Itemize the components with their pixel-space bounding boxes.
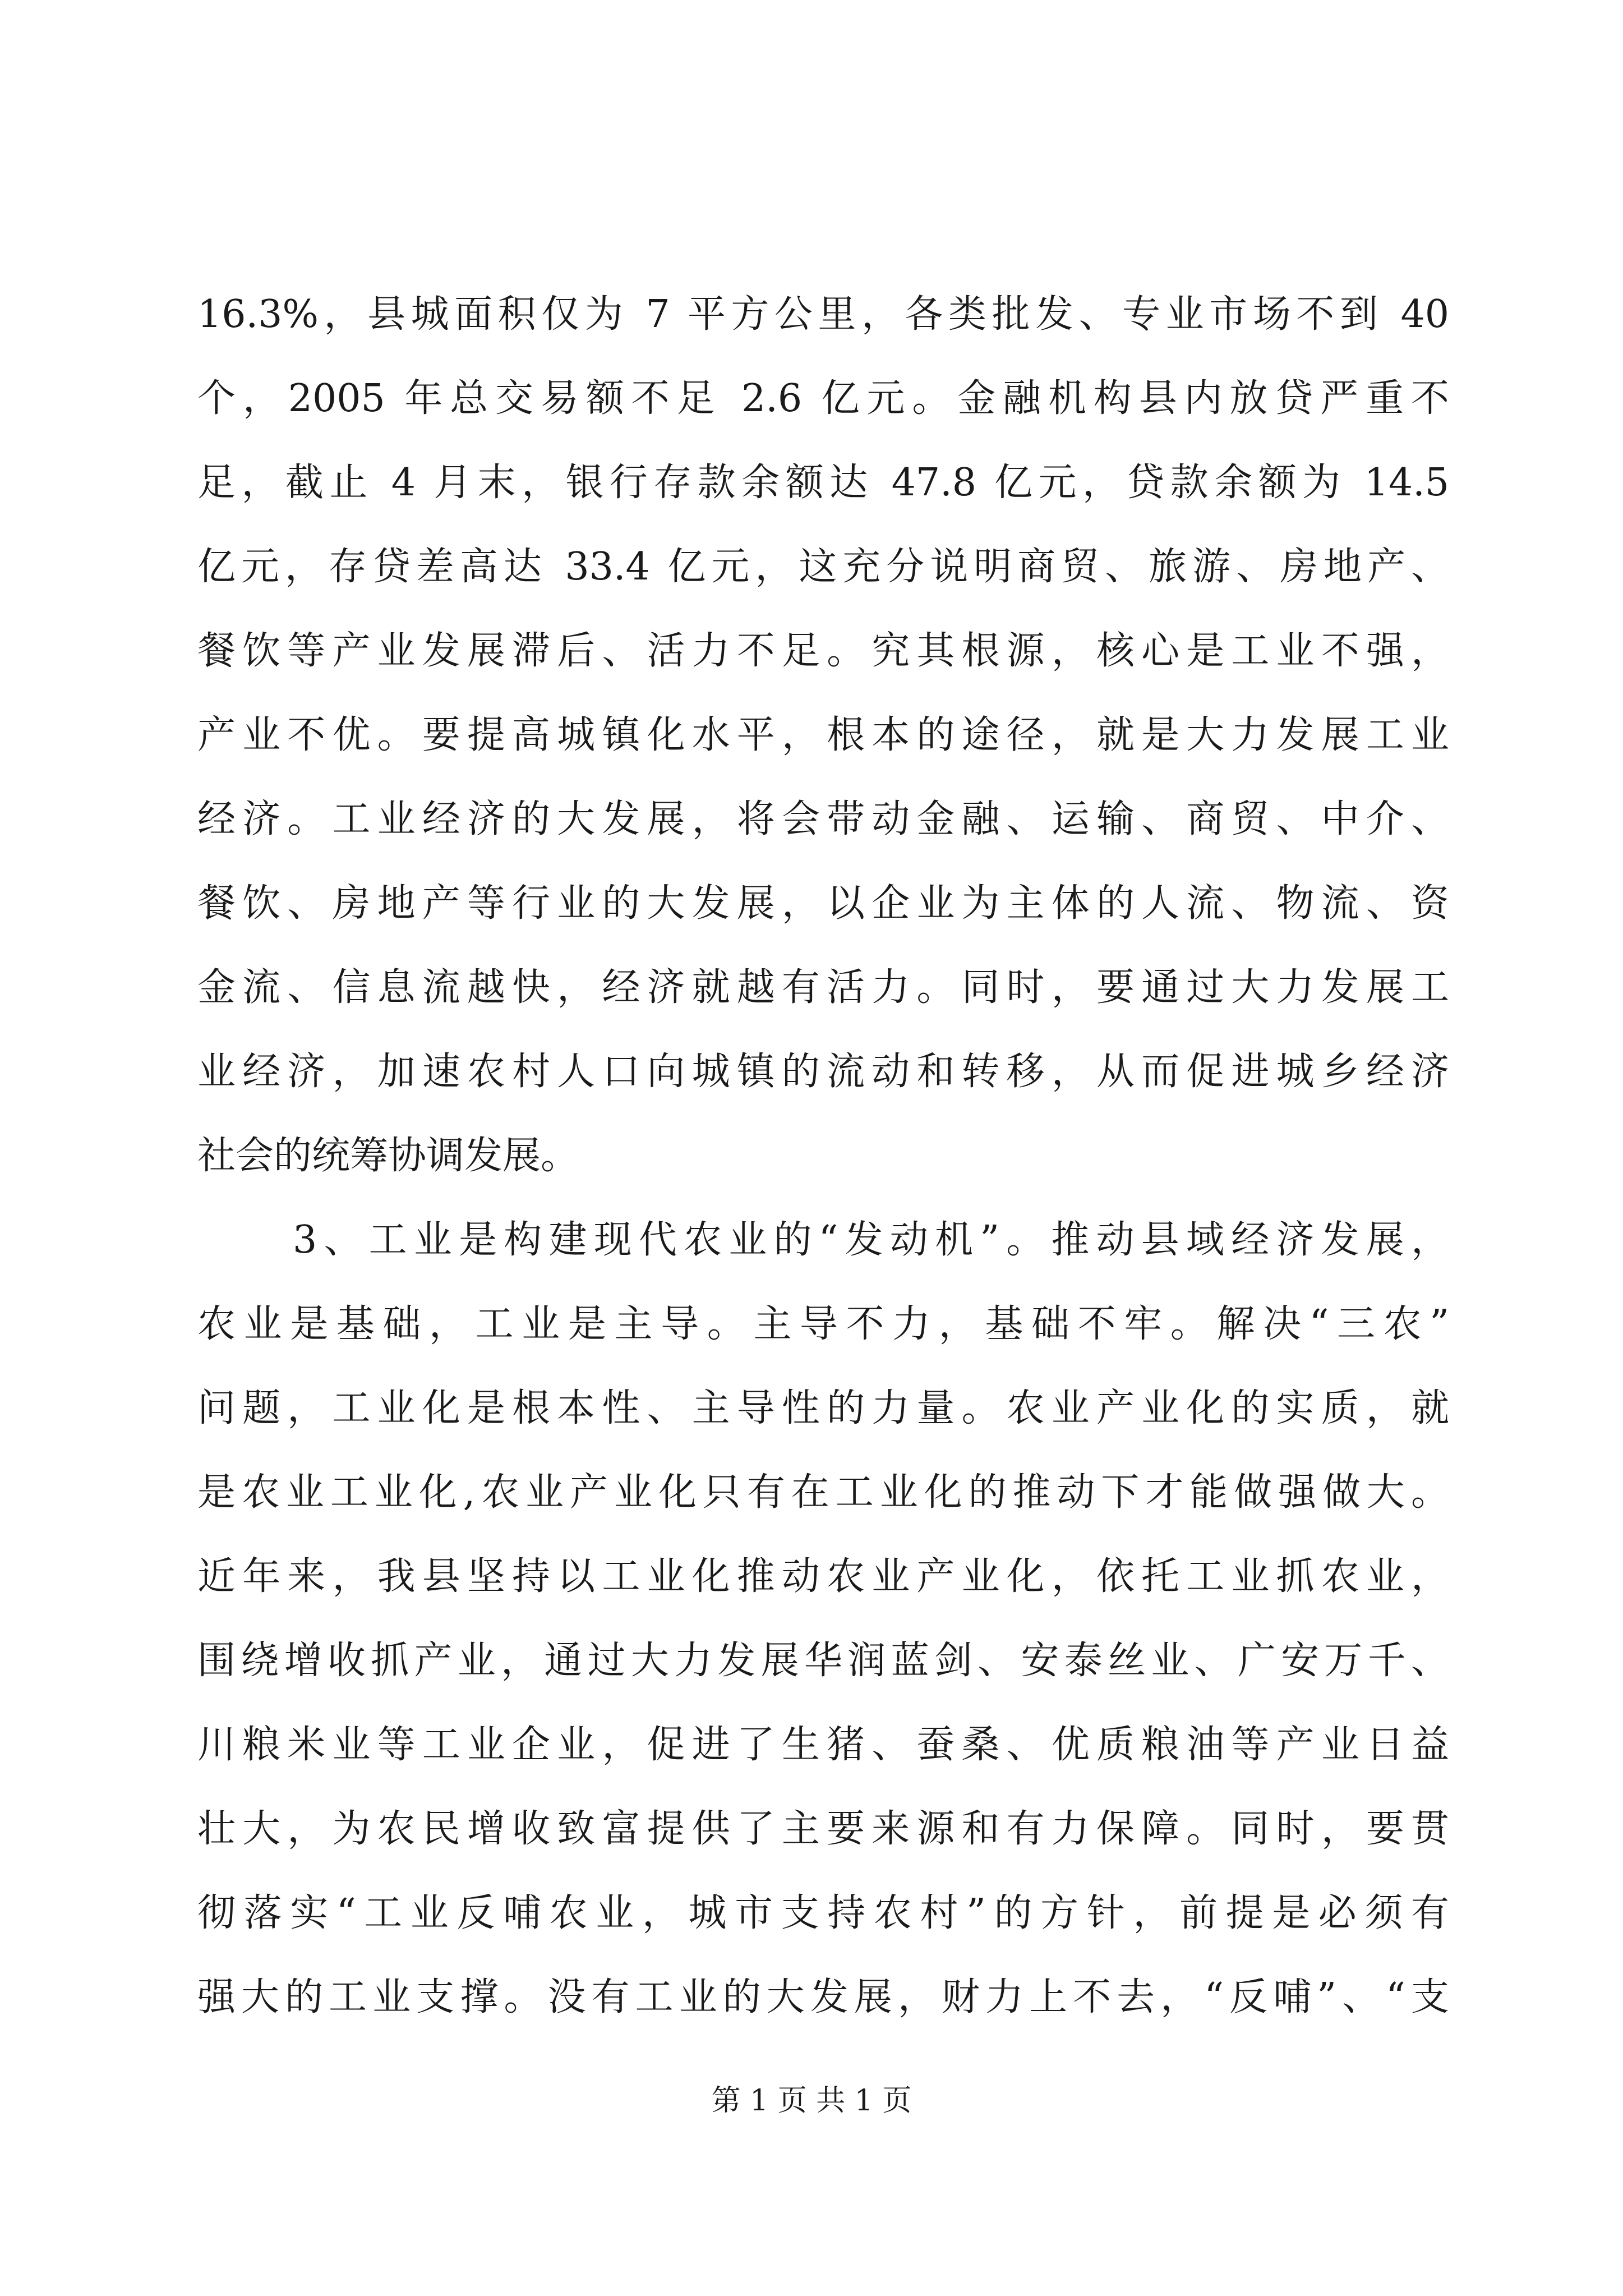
text-line: 16.3%，县城面积仅为 7 平方公里，各类批发、专业市场不到 40 bbox=[197, 292, 1449, 337]
text-line: 川粮米业等工业企业，促进了生猪、蚕桑、优质粮油等产业日益 bbox=[197, 1723, 1449, 1767]
text-line: 强大的工业支撑。没有工业的大发展，财力上不去，“反哺”、“支 bbox=[197, 1975, 1449, 2019]
text-line: 是农业工业化,农业产业化只有在工业化的推动下才能做强做大。 bbox=[197, 1470, 1449, 1515]
paragraph bbox=[197, 1198, 1449, 2040]
text-line: 问题，工业化是根本性、主导性的力量。农业产业化的实质，就 bbox=[197, 1386, 1449, 1430]
text-line: 围绕增收抓产业，通过大力发展华润蓝剑、安泰丝业、广安万千、 bbox=[197, 1639, 1449, 1683]
body-text bbox=[197, 273, 1449, 2040]
text-line: 彻落实“工业反哺农业，城市支持农村”的方针，前提是必须有 bbox=[197, 1891, 1449, 1935]
text-line: 餐饮等产业发展滞后、活力不足。究其根源，核心是工业不强， bbox=[197, 629, 1449, 673]
text-line: 足，截止 4 月末，银行存款余额达 47.8 亿元，贷款余额为 14.5 bbox=[197, 461, 1449, 505]
text-line: 经济。工业经济的大发展，将会带动金融、运输、商贸、中介、 bbox=[197, 797, 1449, 841]
text-line: 社会的统筹协调发展。 bbox=[197, 1134, 579, 1178]
text-line: 餐饮、房地产等行业的大发展，以企业为主体的人流、物流、资 bbox=[197, 881, 1449, 926]
text-line: 金流、信息流越快，经济就越有活力。同时，要通过大力发展工 bbox=[197, 965, 1449, 1010]
paragraph bbox=[197, 273, 1449, 1198]
text-line: 农业是基础，工业是主导。主导不力，基础不牢。解决“三农” bbox=[197, 1302, 1449, 1346]
text-line: 亿元，存贷差高达 33.4 亿元，这充分说明商贸、旅游、房地产、 bbox=[197, 545, 1449, 589]
text-line: 产业不优。要提高城镇化水平，根本的途径，就是大力发展工业 bbox=[197, 713, 1449, 757]
text-line: 壮大，为农民增收致富提供了主要来源和有力保障。同时，要贯 bbox=[197, 1807, 1449, 1851]
text-line: 近年来，我县坚持以工业化推动农业产业化，依托工业抓农业， bbox=[197, 1554, 1449, 1599]
text-line: 业经济，加速农村人口向城镇的流动和转移，从而促进城乡经济 bbox=[197, 1050, 1449, 1094]
text-line: 3、工业是构建现代农业的“发动机”。推动县域经济发展， bbox=[293, 1218, 1449, 1262]
text-line: 个，2005 年总交易额不足 2.6 亿元。金融机构县内放贷严重不 bbox=[197, 376, 1449, 421]
page-footer: 第 1 页 共 1 页 bbox=[711, 2084, 912, 2118]
